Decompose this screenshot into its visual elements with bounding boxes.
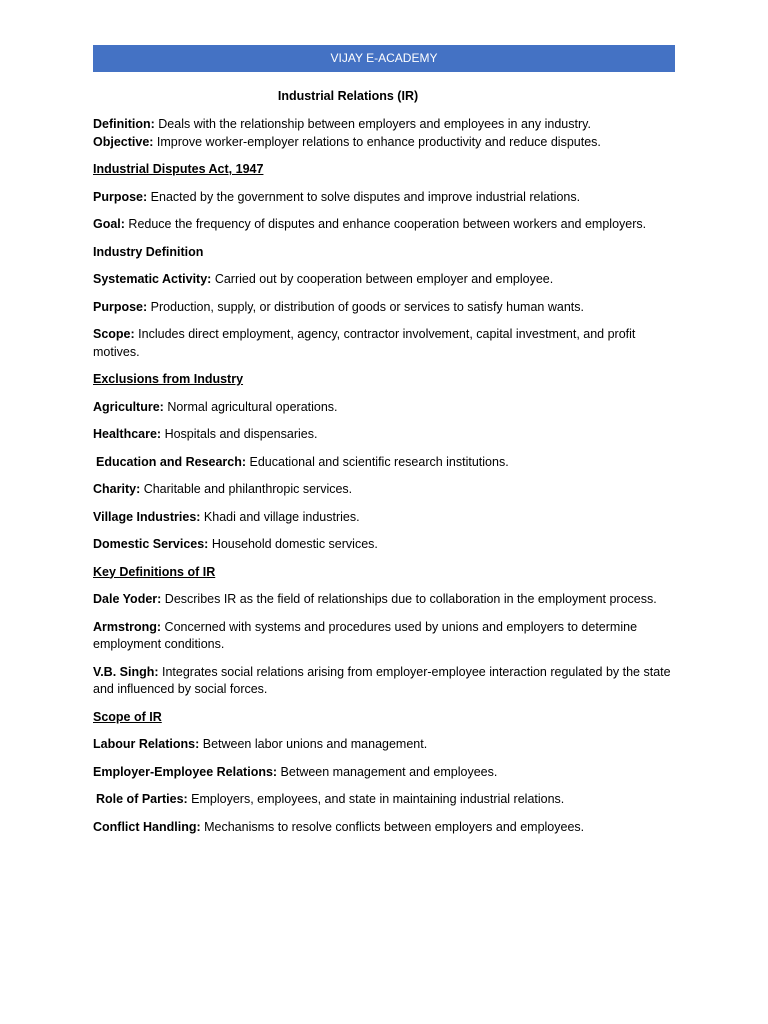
exclusion-text: Hospitals and dispensaries. xyxy=(161,427,318,441)
exclusion-label: Charity: xyxy=(93,482,141,496)
scope-label: Employer-Employee Relations: xyxy=(93,764,278,779)
objective-label: Objective: xyxy=(93,134,154,149)
industry-heading: Industry Definition xyxy=(93,244,204,259)
key-definition-label: Dale Yoder: xyxy=(93,592,162,606)
systematic-text: Carried out by cooperation between employer and employee. xyxy=(211,272,554,286)
definition-text: Deals with the relationship between employers and employees in any industry. xyxy=(154,117,591,131)
exclusion-label: Healthcare: xyxy=(93,427,162,441)
act-heading: Industrial Disputes Act, 1947 xyxy=(93,162,264,176)
scope-text: Employers, employees, and state in maintaining industrial relations. xyxy=(187,792,565,806)
key-definition-label: V.B. Singh: xyxy=(93,664,159,679)
scope-label: Labour Relations: xyxy=(93,737,200,751)
definition-label: Definition: xyxy=(93,117,155,131)
industry-scope-text: Includes direct employment, agency, contractor involvement, capital investment, and profit motives. xyxy=(93,327,636,359)
exclusions-heading: Exclusions from Industry xyxy=(93,372,244,386)
scope-item xyxy=(93,764,678,782)
scope-text: Between management and employees. xyxy=(277,764,498,779)
key-definition-text: Concerned with systems and procedures used by unions and employers to determine employment conditions. xyxy=(93,619,638,651)
exclusion-label: Agriculture: xyxy=(93,399,164,414)
scope-label: Conflict Handling: xyxy=(93,819,201,834)
exclusion-item xyxy=(93,426,678,444)
scope-text: Mechanisms to resolve conflicts between employers and employees. xyxy=(200,819,585,834)
systematic-paragraph xyxy=(93,271,678,289)
industry-scope-paragraph xyxy=(93,326,678,361)
key-definition-item xyxy=(93,619,678,654)
exclusion-text: Khadi and village industries. xyxy=(200,509,360,524)
systematic-label: Systematic Activity: xyxy=(93,272,212,286)
objective-text: Improve worker-employer relations to enhance productivity and reduce disputes. xyxy=(153,134,601,149)
objective-paragraph xyxy=(93,134,678,152)
exclusion-text: Normal agricultural operations. xyxy=(163,399,338,414)
act-purpose-paragraph xyxy=(93,189,678,207)
key-definition-text: Describes IR as the field of relationships due to collaboration in the employment process. xyxy=(161,592,657,606)
scope-item xyxy=(93,819,678,837)
scope-item xyxy=(93,736,678,754)
industry-purpose-label: Purpose: xyxy=(93,299,148,314)
definition-paragraph xyxy=(93,116,678,134)
key-definitions-heading: Key Definitions of IR xyxy=(93,564,216,579)
header-banner: VIJAY E-ACADEMY xyxy=(93,45,675,72)
scope-item xyxy=(93,791,678,809)
act-goal-paragraph xyxy=(93,216,678,234)
exclusion-text: Household domestic services. xyxy=(208,537,378,551)
exclusion-item xyxy=(93,399,678,417)
exclusion-text: Educational and scientific research institutions. xyxy=(246,454,509,469)
scope-text: Between labor unions and management. xyxy=(199,737,428,751)
industry-scope-label: Scope: xyxy=(93,327,135,341)
exclusion-item xyxy=(93,509,678,527)
scope-heading: Scope of IR xyxy=(93,709,162,724)
exclusion-text: Charitable and philanthropic services. xyxy=(140,482,353,496)
exclusion-label: Education and Research: xyxy=(96,454,247,469)
exclusion-item xyxy=(93,481,678,499)
industry-purpose-text: Production, supply, or distribution of goods or services to satisfy human wants. xyxy=(147,299,584,314)
act-purpose-text: Enacted by the government to solve disputes and improve industrial relations. xyxy=(147,189,581,204)
key-definition-text: Integrates social relations arising from employer-employee interaction regulated by the state and influenced by social forces. xyxy=(93,664,671,696)
exclusion-label: Village Industries: xyxy=(93,509,201,524)
key-definition-item xyxy=(93,664,678,699)
industry-purpose-paragraph xyxy=(93,299,678,317)
act-goal-text: Reduce the frequency of disputes and enhance cooperation between workers and employers. xyxy=(124,217,647,231)
exclusion-label: Domestic Services: xyxy=(93,537,209,551)
key-definition-item xyxy=(93,591,678,609)
key-definition-label: Armstrong: xyxy=(93,619,162,634)
document-body xyxy=(93,116,678,846)
act-purpose-label: Purpose: xyxy=(93,189,148,204)
scope-label: Role of Parties: xyxy=(96,792,188,806)
exclusion-item xyxy=(93,536,678,554)
document-title: Industrial Relations (IR) xyxy=(277,89,419,103)
exclusion-item xyxy=(93,454,678,472)
act-goal-label: Goal: xyxy=(93,217,125,231)
